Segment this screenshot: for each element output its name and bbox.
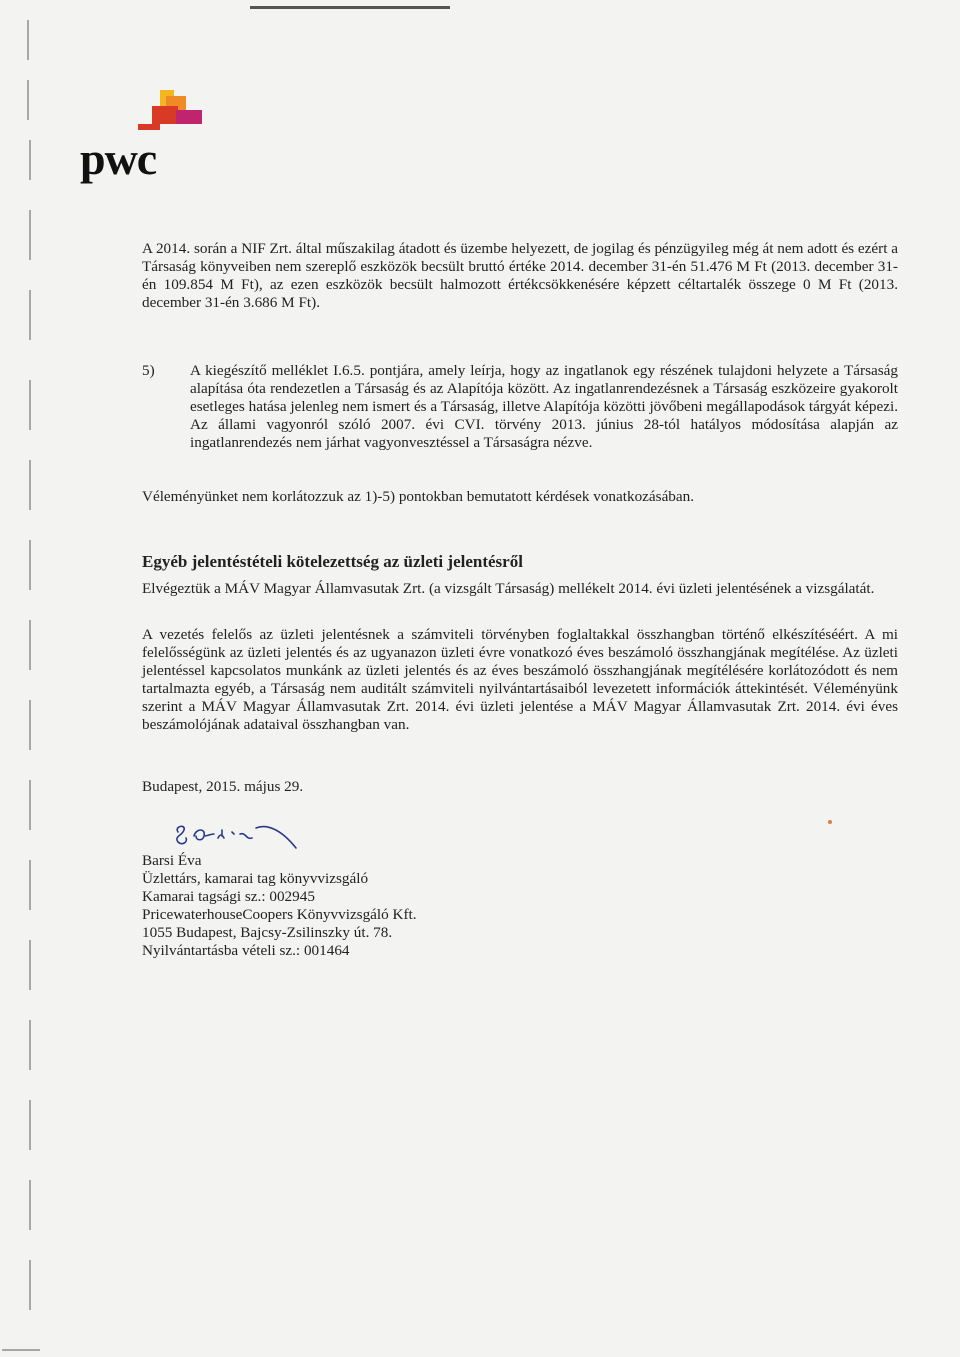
signer-address: 1055 Budapest, Bajcsy-Zsilinszky út. 78. — [142, 924, 393, 941]
item-number: 5) — [142, 362, 155, 379]
pwc-logo-text: pwc — [80, 133, 157, 184]
signer-firm: PricewaterhouseCoopers Könyvvizsgáló Kft. — [142, 906, 417, 923]
opinion-statement: Véleményünket nem korlátozzuk az 1)-5) pontokban bemutatott kérdések vonatkozásában. — [142, 488, 695, 505]
signer-registry: Nyilvántartásba vételi sz.: 001464 — [142, 942, 350, 959]
place-date: Budapest, 2015. május 29. — [142, 778, 304, 795]
scan-artifact-line — [250, 6, 450, 9]
item-5-text: A kiegészítő melléklet I.6.5. pontjára, amely leírja, hogy az ingatlanok egy részének tulajdoni helyzete a Társaság alapítása óta rendezetlen a Társaság és az Alapítója között. Az ingatlanrendezésnek a Társaság eszközeire gyakorolt esetleges hatása jelenleg nem ismert és a Társaság, illetve Alapítója közötti jövőbeni megállapodások tárgyát képezi. Az állami vagyonról szóló 2007. évi CVI. törvény 2013. június 28-tól hatályos módosítása alapján az ingatlanrendezés nem járhat vagyonvesztéssel a Társaságra nézve. — [190, 362, 898, 451]
signer-chamber-id: Kamarai tagsági sz.: 002945 — [142, 888, 315, 905]
scan-edge-marks — [0, 0, 40, 1357]
paragraph-responsibility: A vezetés felelős az üzleti jelentésnek a számviteli törvényben foglaltakkal összhangban történő elkészítéséért. A mi felelősségünk az üzleti jelentés és az ugyanazon üzleti évre vonatkozó éves beszámoló összhangjának megítélése. Az üzleti jelentéssel kapcsolatos munkánk az üzleti jelentés és az éves beszámoló összhangjának megítélésére korlátozódott és nem tartalmazta egyéb, a Társaság nem auditált számviteli nyilvántartásaiból levezetett információk áttekintését. Véleményünk szerint a MÁV Magyar Államvasutak Zrt. 2014. évi üzleti jelentése a MÁV Magyar Államvasutak Zrt. 2014. évi éves beszámolójának adataival összhangban van. — [142, 626, 898, 733]
handwritten-signature — [172, 814, 312, 854]
signer-block — [142, 852, 417, 960]
paragraph-nif-assets: A 2014. során a NIF Zrt. által műszakilag átadott és üzembe helyezett, de jogilag és pénzügyileg még át nem adott és ezért a Társaság könyveiben nem szereplő eszközök becsült bruttó értéke 2014. december 31-én 51.476 M Ft (2013. december 31-én 109.854 M Ft), az ezen eszközök becsült halmozott értékcsökkenésére képzett céltartalék összege 0 M Ft (2013. december 31-én 3.686 M Ft). — [142, 240, 898, 311]
section-heading: Egyéb jelentéstételi kötelezettség az üzleti jelentésről — [142, 552, 523, 571]
pwc-logo — [80, 88, 210, 188]
paragraph-examination: Elvégeztük a MÁV Magyar Államvasutak Zrt. (a vizsgált Társaság) mellékelt 2014. évi üzleti jelentésének a vizsgálatát. — [142, 580, 875, 597]
signer-name: Barsi Éva — [142, 852, 202, 869]
ink-dot — [828, 820, 832, 824]
signer-role: Üzlettárs, kamarai tag könyvvizsgáló — [142, 870, 369, 887]
